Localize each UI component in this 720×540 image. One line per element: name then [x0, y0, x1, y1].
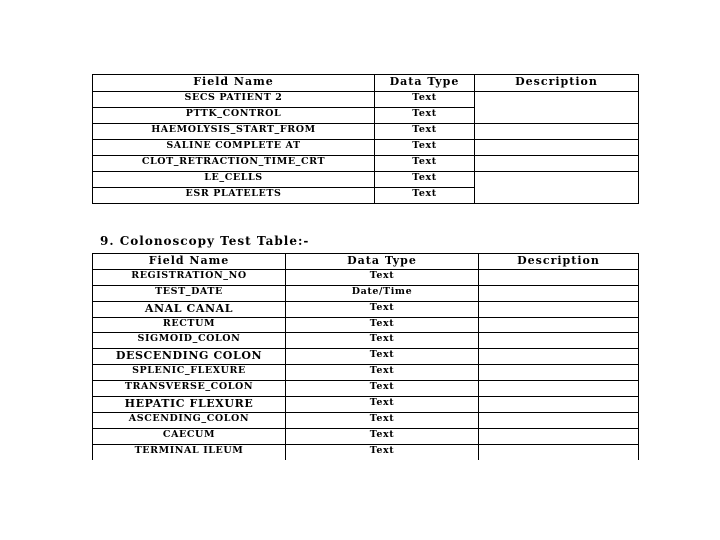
data-type-cell: Text: [375, 124, 475, 140]
field-name-cell: HEPATIC FLEXURE: [93, 397, 286, 413]
field-name-cell: TERMINAL ILEUM: [93, 444, 286, 460]
data-type-cell: Text: [286, 397, 479, 413]
header-data-type: Data Type: [286, 254, 479, 270]
data-type-cell: Text: [286, 365, 479, 381]
data-type-cell: Text: [375, 172, 475, 188]
description-cell: [479, 285, 639, 301]
description-cell: [479, 317, 639, 333]
description-cell: [479, 301, 639, 317]
field-name-cell: PTTK_CONTROL: [93, 108, 375, 124]
field-name-cell: ASCENDING_COLON: [93, 412, 286, 428]
data-type-cell: Text: [375, 156, 475, 172]
data-type-cell: Text: [286, 381, 479, 397]
field-name-cell: SPLENIC_FLEXURE: [93, 365, 286, 381]
table-header-row: [93, 75, 639, 92]
header-field-name: Field Name: [93, 75, 375, 92]
description-cell: [479, 333, 639, 349]
field-name-cell: CAECUM: [93, 428, 286, 444]
header-description: Description: [479, 254, 639, 270]
field-name-cell: RECTUM: [93, 317, 286, 333]
table-row: [93, 317, 639, 333]
table-row: [93, 397, 639, 413]
description-cell: [479, 349, 639, 365]
table-row: [93, 172, 639, 188]
table-row: [93, 156, 639, 172]
description-cell: [479, 397, 639, 413]
table-row: [93, 92, 639, 108]
description-cell: [479, 444, 639, 460]
description-cell: [475, 140, 639, 156]
field-name-cell: TRANSVERSE_COLON: [93, 381, 286, 397]
table-row: [93, 428, 639, 444]
data-type-cell: Text: [375, 92, 475, 108]
header-field-name: Field Name: [93, 254, 286, 270]
table-row: [93, 412, 639, 428]
table-header-row: [93, 254, 639, 270]
table-row: [93, 349, 639, 365]
table-row: [93, 381, 639, 397]
table-row: [93, 269, 639, 285]
field-name-cell: SALINE COMPLETE AT: [93, 140, 375, 156]
field-name-cell: ESR PLATELETS: [93, 188, 375, 204]
description-cell: [475, 92, 639, 124]
field-table-1: [92, 74, 639, 204]
table-row: [93, 333, 639, 349]
data-type-cell: Text: [286, 428, 479, 444]
data-type-cell: Text: [375, 188, 475, 204]
data-type-cell: Text: [375, 108, 475, 124]
description-cell: [479, 412, 639, 428]
description-cell: [479, 365, 639, 381]
description-cell: [479, 269, 639, 285]
data-type-cell: Text: [286, 301, 479, 317]
field-name-cell: HAEMOLYSIS_START_FROM: [93, 124, 375, 140]
table-row: [93, 301, 639, 317]
data-type-cell: Text: [375, 140, 475, 156]
data-type-cell: Text: [286, 349, 479, 365]
description-cell: [475, 156, 639, 172]
description-cell: [475, 172, 639, 204]
field-name-cell: REGISTRATION_NO: [93, 269, 286, 285]
data-type-cell: Text: [286, 412, 479, 428]
table-row: [93, 285, 639, 301]
header-data-type: Data Type: [375, 75, 475, 92]
table-row: [93, 444, 639, 460]
description-cell: [475, 124, 639, 140]
data-type-cell: Text: [286, 317, 479, 333]
field-name-cell: LE_CELLS: [93, 172, 375, 188]
table-row: [93, 365, 639, 381]
description-cell: [479, 428, 639, 444]
section-heading: 9. Colonoscopy Test Table:-: [100, 234, 310, 248]
header-description: Description: [475, 75, 639, 92]
field-name-cell: TEST_DATE: [93, 285, 286, 301]
data-type-cell: Date/Time: [286, 285, 479, 301]
field-name-cell: SECS PATIENT 2: [93, 92, 375, 108]
data-type-cell: Text: [286, 269, 479, 285]
field-name-cell: DESCENDING COLON: [93, 349, 286, 365]
field-name-cell: CLOT_RETRACTION_TIME_CRT: [93, 156, 375, 172]
field-name-cell: SIGMOID_COLON: [93, 333, 286, 349]
field-name-cell: ANAL CANAL: [93, 301, 286, 317]
data-type-cell: Text: [286, 333, 479, 349]
data-type-cell: Text: [286, 444, 479, 460]
table-row: [93, 140, 639, 156]
table-row: [93, 124, 639, 140]
colonoscopy-test-table: [92, 253, 639, 460]
description-cell: [479, 381, 639, 397]
